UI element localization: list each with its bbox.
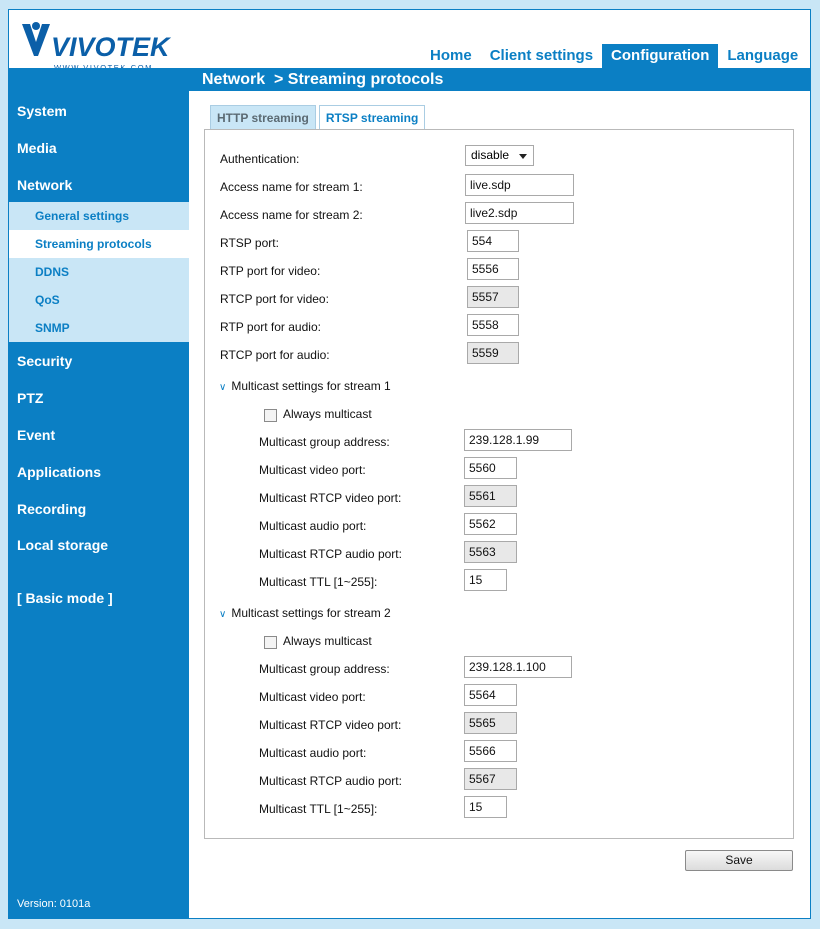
multicast-stream1-toggle[interactable] <box>219 379 391 393</box>
rtcp-video-port-readonly: 5557 <box>467 286 519 308</box>
mc1-rtcp-video-port-label: Multicast RTCP video port: <box>259 491 402 505</box>
double-chevron-down-icon: ∨ <box>219 609 227 620</box>
rtcp-video-port-label: RTCP port for video: <box>220 292 329 306</box>
mc1-rtcp-audio-port-readonly: 5563 <box>464 541 517 563</box>
access-name-1-label: Access name for stream 1: <box>220 180 363 194</box>
mc2-ttl-label: Multicast TTL [1~255]: <box>259 802 378 816</box>
rtsp-port-input[interactable] <box>467 230 519 252</box>
always-multicast-1-label: Always multicast <box>283 407 372 421</box>
nav-client-settings[interactable]: Client settings <box>489 47 594 64</box>
rtp-audio-port-label: RTP port for audio: <box>220 320 321 334</box>
mc2-rtcp-audio-port-label: Multicast RTCP audio port: <box>259 774 402 788</box>
mc1-audio-port-label: Multicast audio port: <box>259 519 367 533</box>
tab-http-streaming[interactable]: HTTP streaming <box>210 105 316 130</box>
save-button[interactable]: Save <box>685 850 793 871</box>
sidebar-item-event[interactable]: Event <box>17 427 56 443</box>
mc1-ttl-input[interactable] <box>464 569 507 591</box>
mc2-group-label: Multicast group address: <box>259 662 390 676</box>
double-chevron-down-icon: ∨ <box>219 382 227 393</box>
mc1-video-port-label: Multicast video port: <box>259 463 366 477</box>
mc1-video-port-input[interactable] <box>464 457 517 479</box>
always-multicast-1-checkbox[interactable] <box>264 409 277 422</box>
authentication-value: disable <box>471 148 510 162</box>
mc2-audio-port-input[interactable] <box>464 740 517 762</box>
rtp-audio-port-input[interactable] <box>467 314 519 336</box>
top-navigation <box>421 44 807 68</box>
mc1-group-input[interactable] <box>464 429 572 451</box>
mc2-rtcp-audio-port-readonly: 5567 <box>464 768 517 790</box>
multicast-stream1-title: Multicast settings for stream 1 <box>231 379 391 393</box>
tab-rtsp-streaming[interactable]: RTSP streaming <box>319 105 425 130</box>
chevron-down-icon <box>519 154 527 159</box>
subnav-snmp[interactable]: SNMP <box>35 321 70 335</box>
mc2-rtcp-video-port-readonly: 5565 <box>464 712 517 734</box>
authentication-label: Authentication: <box>220 152 300 166</box>
sidebar-item-ptz[interactable]: PTZ <box>17 390 44 406</box>
rtsp-port-label: RTSP port: <box>220 236 279 250</box>
streaming-tabs <box>210 105 428 130</box>
nav-language[interactable]: Language <box>727 47 799 64</box>
access-name-2-label: Access name for stream 2: <box>220 208 363 222</box>
sidebar-item-system[interactable]: System <box>17 103 67 119</box>
authentication-select[interactable] <box>465 145 534 166</box>
network-subnav <box>9 202 189 342</box>
nav-home[interactable]: Home <box>430 47 472 64</box>
version-label: Version: 0101a <box>17 898 91 910</box>
mc1-rtcp-audio-port-label: Multicast RTCP audio port: <box>259 547 402 561</box>
mc1-group-label: Multicast group address: <box>259 435 390 449</box>
sidebar-item-media[interactable]: Media <box>17 140 57 156</box>
subnav-general-settings[interactable]: General settings <box>35 209 130 223</box>
rtp-video-port-label: RTP port for video: <box>220 264 321 278</box>
mc2-audio-port-label: Multicast audio port: <box>259 746 367 760</box>
mc2-rtcp-video-port-label: Multicast RTCP video port: <box>259 718 402 732</box>
always-multicast-2-checkbox[interactable] <box>264 636 277 649</box>
mc2-video-port-label: Multicast video port: <box>259 690 366 704</box>
subnav-ddns[interactable]: DDNS <box>35 265 70 279</box>
rtcp-audio-port-readonly: 5559 <box>467 342 519 364</box>
mc1-rtcp-video-port-readonly: 5561 <box>464 485 517 507</box>
sidebar-item-basic-mode[interactable]: [ Basic mode ] <box>17 590 113 606</box>
page-title: Network > Streaming protocols <box>202 71 444 88</box>
multicast-stream2-toggle[interactable] <box>219 606 391 620</box>
access-name-1-input[interactable] <box>465 174 574 196</box>
sidebar-item-security[interactable]: Security <box>17 353 73 369</box>
logo-mark-icon <box>20 18 52 62</box>
sidebar-item-applications[interactable]: Applications <box>17 464 102 480</box>
always-multicast-2-label: Always multicast <box>283 634 372 648</box>
logo-wordmark: VIVOTEK <box>51 32 170 62</box>
title-bar <box>9 68 810 91</box>
subnav-qos[interactable]: QoS <box>35 293 60 307</box>
sidebar <box>9 91 189 918</box>
mc2-video-port-input[interactable] <box>464 684 517 706</box>
mc2-ttl-input[interactable] <box>464 796 507 818</box>
multicast-stream2-title: Multicast settings for stream 2 <box>231 606 391 620</box>
mc2-group-input[interactable] <box>464 656 572 678</box>
sidebar-item-recording[interactable]: Recording <box>17 501 87 517</box>
vivotek-logo[interactable] <box>20 18 170 66</box>
mc1-audio-port-input[interactable] <box>464 513 517 535</box>
sidebar-item-local-storage[interactable]: Local storage <box>17 537 109 553</box>
rtp-video-port-input[interactable] <box>467 258 519 280</box>
subnav-streaming-protocols[interactable]: Streaming protocols <box>9 230 189 258</box>
sidebar-item-network[interactable]: Network <box>17 177 73 193</box>
access-name-2-input[interactable] <box>465 202 574 224</box>
mc1-ttl-label: Multicast TTL [1~255]: <box>259 575 378 589</box>
rtcp-audio-port-label: RTCP port for audio: <box>220 348 330 362</box>
nav-configuration[interactable]: Configuration <box>602 44 718 68</box>
